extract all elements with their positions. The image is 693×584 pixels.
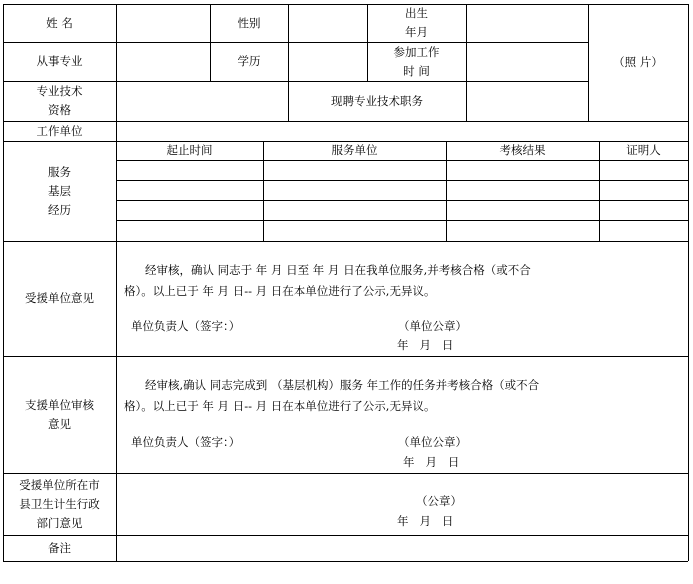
supporting-unit-text-line-1: 经审核,确认 同志完成到 （基层机构）服务 年工作的任务并考核合格（或不合 [145, 378, 540, 392]
birth-date-label: 出生 年月 [405, 6, 428, 39]
receiving-unit-signature: 单位负责人（签字：） [131, 319, 241, 333]
current-title-label: 现聘专业技术职务 [331, 93, 423, 108]
health-department-seal: （公章） [416, 494, 462, 508]
receiving-unit-seal: （单位公章） [398, 319, 467, 333]
supporting-unit-date: 年 月 日 [403, 455, 460, 469]
service-column-unit: 服务单位 [331, 143, 378, 157]
qualification-label: 专业技术 资格 [36, 84, 83, 117]
receiving-unit-text-line-1: 经审核，确认 同志于 年 月 日至 年 月 日在我单位服务,并考核合格（或不合 [145, 263, 531, 277]
receiving-unit-label: 受援单位意见 [25, 291, 94, 305]
supporting-unit-signature: 单位负责人（签字：） [131, 435, 241, 449]
education-label: 学历 [237, 54, 261, 68]
receiving-unit-text-line-2: 格）。以上已于 年 月 日-- 月 日在本单位进行了公示,无异议。 [124, 284, 436, 298]
supporting-unit-label: 支援单位审核 意见 [25, 397, 94, 431]
name-label: 姓 名 [46, 15, 73, 30]
health-department-label: 受援单位所在市 县卫生计生行政 部门意见 [19, 477, 100, 530]
service-column-period: 起止时间 [166, 143, 213, 157]
supporting-unit-seal: （单位公章） [398, 435, 467, 449]
receiving-unit-date: 年 月 日 [397, 338, 454, 352]
photo-placeholder: （照 片） [613, 55, 663, 69]
work-start-label: 参加工作 时 间 [393, 44, 440, 78]
remarks-label: 备注 [48, 540, 71, 555]
service-experience-label: 服务 基层 经历 [48, 164, 71, 217]
major-label: 从事专业 [36, 54, 83, 68]
gender-label: 性别 [237, 15, 261, 30]
supporting-unit-text-line-2: 格）。以上已于 年 月 日-- 月 日在本单位进行了公示,无异议。 [124, 399, 436, 413]
health-department-date: 年 月 日 [397, 514, 454, 528]
service-column-witness: 证明人 [626, 143, 661, 157]
service-column-result: 考核结果 [499, 143, 546, 157]
workplace-label: 工作单位 [36, 123, 83, 138]
